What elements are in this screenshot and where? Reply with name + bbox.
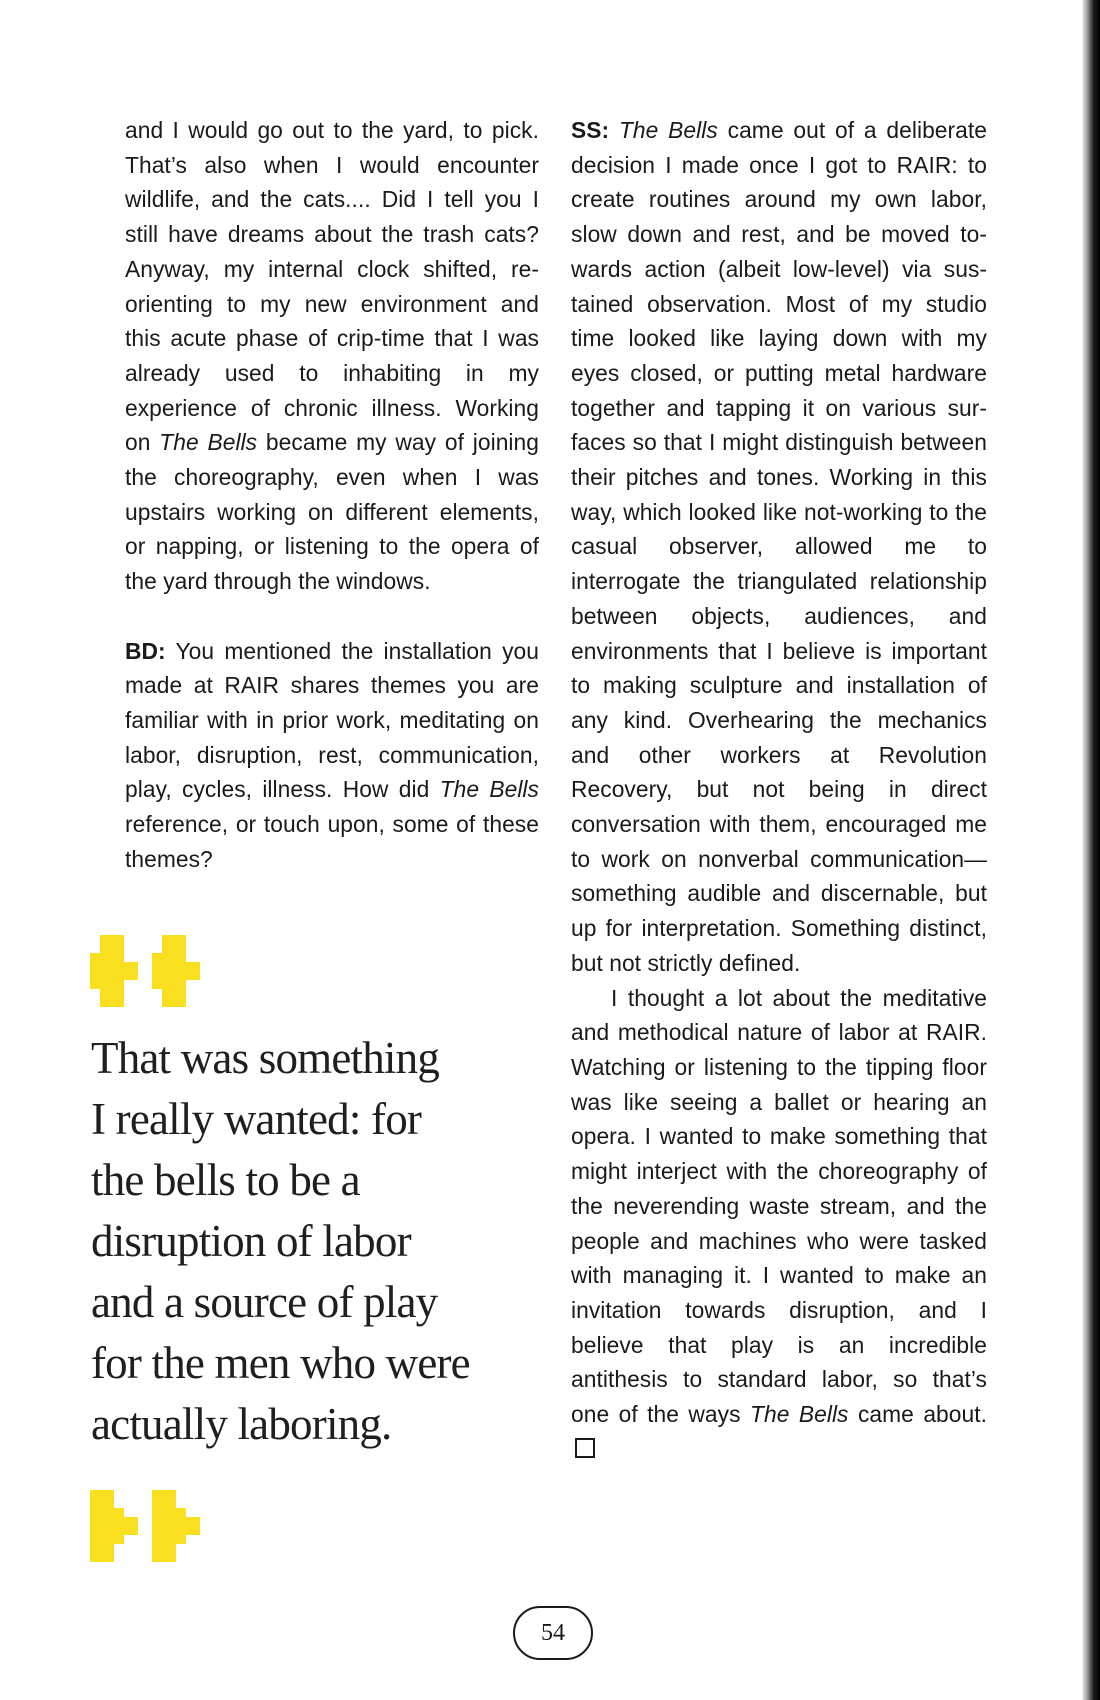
pull-quote-line: disruption of labor [91, 1216, 411, 1266]
pull-quote [91, 1028, 491, 1455]
quote-mark-block [152, 1490, 176, 1508]
text-run [609, 117, 619, 143]
right-paragraph-1 [571, 113, 987, 981]
work-title-italic: The Bells [159, 429, 258, 456]
text-run: came about. [848, 1401, 987, 1428]
quote-mark-block [100, 989, 124, 1007]
work-title-italic: The Bells [618, 117, 718, 143]
right-paragraph-2-text [571, 985, 987, 1427]
close-quote-mark-icon [90, 1490, 206, 1562]
text-run: and I would go out to the yard, to pick. That’s also when I would encounter wildlife, and the cats.... Did I tell you I still have dreams about the trash cats? Anyway, my internal clock shifted, reorienting to my new environment and this acute phase of crip-time that I was already used to inhabiting in my experience of chronic illness. Working on [125, 117, 539, 456]
quote-mark-block [186, 1517, 200, 1535]
pull-quote-line: actually laboring. [91, 1399, 392, 1449]
page-number-badge [513, 1606, 593, 1660]
pull-quote-line: and a source of play [91, 1277, 438, 1327]
text-run: reference, or touch upon, some of these themes? [125, 811, 539, 872]
text-run: I thought a lot about the meditative and methodical nature of labor at RAIR. Watching or listening to the tipping floor was like seeing a ballet or hearing an opera. I wanted to make something that might interject with the choreography of the neverending waste stream, and the people and machines who were tasked with managing it. I wanted to make an invitation towards disruption, and I believe that play is an incredible antithesis to standard labor, so that’s one of the ways [571, 984, 987, 1428]
left-paragraph-2 [125, 634, 539, 877]
paragraph-gap [125, 599, 539, 634]
right-paragraph-2 [571, 981, 987, 1467]
quote-mark-block [186, 962, 200, 980]
text-run: You mentioned the installation you made at RAIR shares themes you are familiar with in prior work, meditating on labor, disruption, rest, communication, play, cycles, illness. How did [125, 637, 539, 803]
work-title-italic: The Bells [749, 1401, 849, 1428]
quote-mark-block [124, 1517, 138, 1535]
left-text-column [125, 113, 539, 876]
work-title-italic: The Bells [439, 776, 539, 803]
speaker-label: BD: [125, 637, 166, 664]
quote-mark-block [100, 935, 124, 953]
quote-mark-block [152, 953, 186, 989]
right-text-column [571, 113, 987, 1466]
quote-mark-block [90, 1490, 114, 1508]
open-quote-mark-icon [90, 935, 206, 1007]
page-number: 54 [541, 1619, 565, 1646]
quote-mark-block [152, 1544, 176, 1562]
end-mark-square-icon [575, 1438, 595, 1458]
pull-quote-line: the bells to be a [91, 1155, 360, 1205]
quote-mark-block [152, 1508, 186, 1544]
left-paragraph-1 [125, 113, 539, 599]
pull-quote-line: That was something [91, 1033, 440, 1083]
pull-quote-line: I really wanted: for [91, 1094, 422, 1144]
quote-mark-block [162, 989, 186, 1007]
page-edge-shadow [1082, 0, 1100, 1700]
speaker-label: SS: [571, 117, 610, 143]
quote-mark-block [90, 1544, 114, 1562]
pull-quote-line: for the men who were [91, 1338, 470, 1388]
quote-mark-block [124, 962, 138, 980]
quote-mark-block [90, 1508, 124, 1544]
quote-mark-block [162, 935, 186, 953]
quote-mark-block [90, 953, 124, 989]
text-run: came out of a deliberate decision I made once I got to RAIR: to create routines around my own labor, slow down and rest, and be moved towards action (albeit low-level) via sustained observation. Most of my studio time looked like laying down with my eyes closed, or putting metal hardware together and tapping it on various surfaces so that I might distinguish between their pitches and tones. Working in this way, which looked like not-working to the casual observer, allowed me to interrogate the triangulated relationship between objects, audiences, and environments that I believe is important to making sculpture and installation of any kind. Overhearing the mechanics and other workers at Revolution Recovery, but not being in direct conversation with them, encouraged me to work on nonverbal communication—something audible and discernable, but up for interpretation. Something distinct, but not strictly defined. [571, 117, 988, 976]
text-run: became my way of joining the choreography, even when I was upstairs working on different elements, or napping, or listening to the opera of the yard through the windows. [125, 429, 540, 595]
